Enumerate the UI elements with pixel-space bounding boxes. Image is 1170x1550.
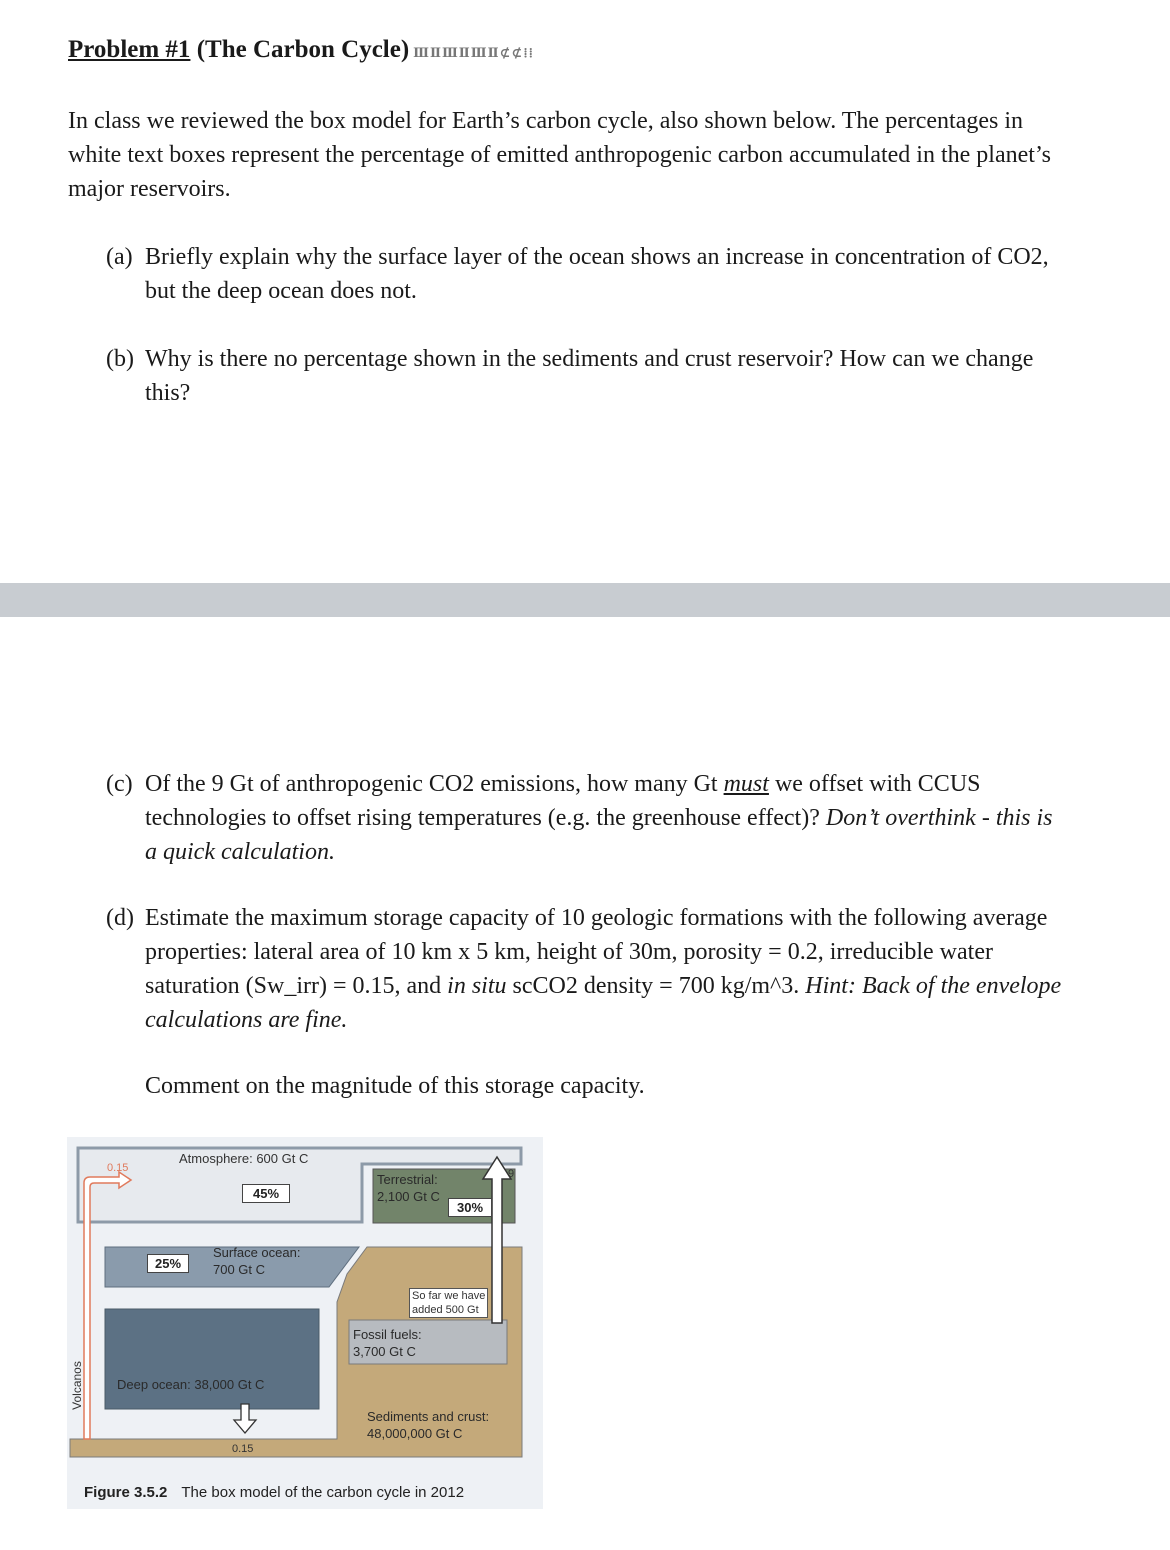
- problem-topic: (The Carbon Cycle): [190, 36, 410, 63]
- so-far-added-line2: added 500 Gt: [412, 1304, 479, 1316]
- sediments-label-line2: 48,000,000 Gt C: [367, 1426, 463, 1441]
- surface-ocean-percent-box: 25%: [147, 1254, 189, 1273]
- so-far-added-note: [409, 1288, 488, 1318]
- question-b: [106, 342, 1066, 410]
- question-b-label: (b): [106, 346, 134, 372]
- fossil-fuels-label-line2: 3,700 Gt C: [353, 1344, 416, 1359]
- handwritten-scribble: ⅢⅡⅢⅡⅢⅡ⊄⊄⁞⁞: [413, 45, 534, 60]
- terrestrial-label: [377, 1171, 440, 1205]
- figure-caption-label: Figure 3.5.2: [84, 1484, 168, 1501]
- question-d-comment: Comment on the magnitude of this storage capacity.: [145, 1073, 645, 1099]
- figure-caption: [84, 1484, 464, 1501]
- atmosphere-percent-box: 45%: [242, 1184, 290, 1203]
- intro-paragraph: In class we reviewed the box model for Earth’s carbon cycle, also shown below. The percentages in white text boxes represent the percentage of emitted anthropogenic carbon accumulated in the planet’s major reservoirs.: [68, 108, 1051, 202]
- question-d-hint: Hint: Back of the envelope calculations are fine.: [145, 973, 1062, 1033]
- problem-number: Problem #1: [68, 36, 191, 63]
- question-a: [106, 240, 1066, 308]
- carbon-cycle-diagram: [67, 1137, 543, 1509]
- volcanos-label: Volcanos: [69, 1361, 84, 1410]
- question-c-text-part2: we offset with CCUS technologies to offset rising temperatures (e.g. the greenhouse effect)?: [145, 771, 981, 831]
- question-a-label: (a): [106, 244, 133, 270]
- surface-ocean-label-line2: 700 Gt C: [213, 1262, 266, 1277]
- fossil-fuels-label: [353, 1326, 422, 1360]
- surface-ocean-label: [213, 1244, 300, 1278]
- question-a-text: Briefly explain why the surface layer of the ocean shows an increase in concentration of CO2, but the deep ocean does not.: [145, 244, 1049, 304]
- surface-ocean-label-line1: Surface ocean:: [213, 1245, 301, 1260]
- problem-title: [68, 36, 534, 64]
- sediments-label: [367, 1408, 489, 1442]
- fossil-flux-label: 9: [508, 1168, 515, 1180]
- question-d-text-part2: scCO2 density = 700 kg/m^3.: [506, 973, 806, 999]
- question-d-text-part1: Estimate the maximum storage capacity of 10 geologic formations with the following average properties: lateral area of 10 km x 5 km, height of 30m, porosity = 0.2, irreducible water saturation (Sw_irr) = 0.15, and: [145, 905, 1048, 999]
- question-d-label: (d): [106, 905, 134, 931]
- deep-ocean-reservoir: [105, 1309, 319, 1409]
- question-c: [106, 767, 1066, 869]
- question-c-italic-note: Don’t overthink - this is a quick calculation.: [145, 805, 1053, 865]
- volcanic-flux-label: 0.15: [107, 1162, 129, 1174]
- question-c-text-part1: Of the 9 Gt of anthropogenic CO2 emissions, how many Gt: [145, 771, 724, 797]
- question-d-in-situ: in situ: [447, 973, 507, 999]
- deep-ocean-label: Deep ocean: 38,000 Gt C: [117, 1377, 265, 1392]
- page-break-divider: [0, 583, 1170, 617]
- question-c-label: (c): [106, 771, 133, 797]
- question-c-emphasis: must: [723, 771, 769, 797]
- atmosphere-label: Atmosphere: 600 Gt C: [179, 1151, 309, 1166]
- terrestrial-label-line2: 2,100 Gt C: [377, 1189, 440, 1204]
- figure-caption-text: The box model of the carbon cycle in 2012: [181, 1484, 465, 1501]
- question-b-text: Why is there no percentage shown in the sediments and crust reservoir? How can we change this?: [145, 346, 1034, 406]
- so-far-added-line1: So far we have: [412, 1290, 486, 1302]
- sediment-flux-label: 0.15: [232, 1443, 254, 1455]
- terrestrial-label-line1: Terrestrial:: [377, 1172, 438, 1187]
- question-c-text: [145, 767, 1066, 869]
- carbon-cycle-figure: [67, 1137, 543, 1509]
- fossil-fuels-label-line1: Fossil fuels:: [353, 1327, 422, 1342]
- question-d-text: [145, 901, 1066, 1037]
- terrestrial-percent-box: 30%: [448, 1198, 492, 1217]
- question-d: [106, 901, 1066, 1103]
- sediments-label-line1: Sediments and crust:: [367, 1409, 490, 1424]
